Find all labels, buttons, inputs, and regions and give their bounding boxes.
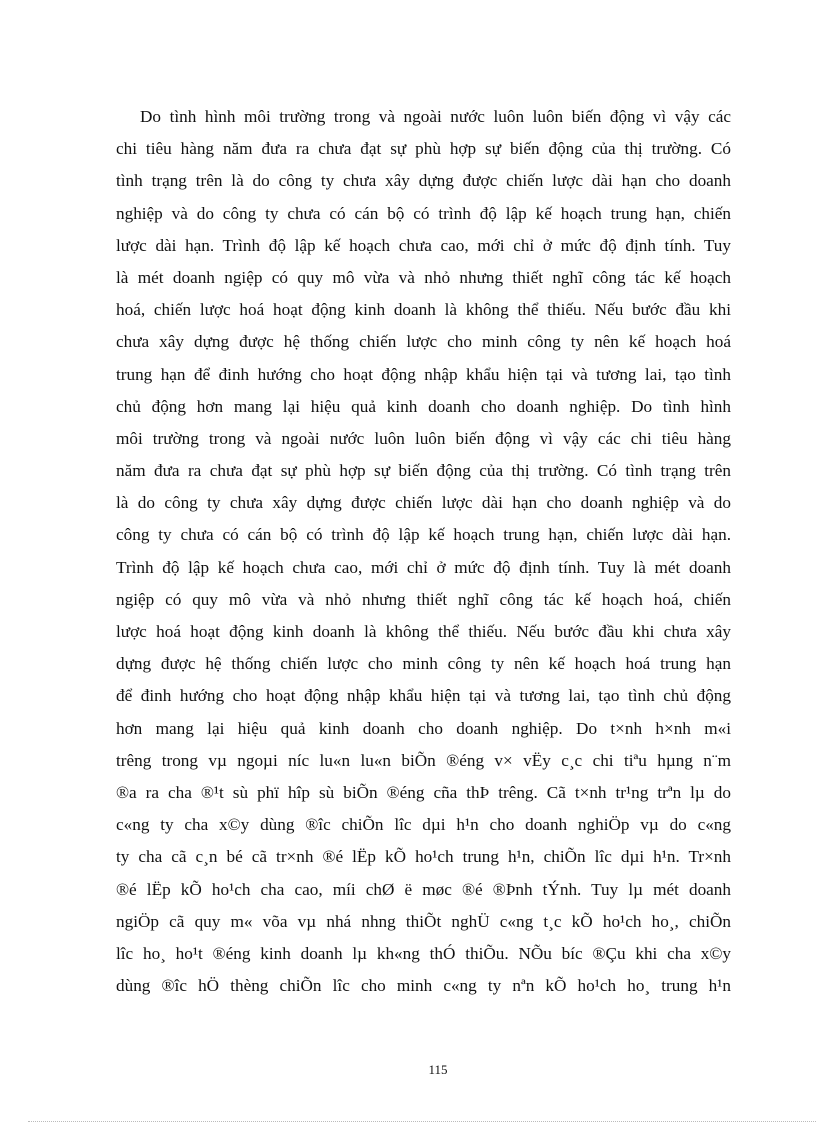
text-line: trung hạn để đinh hướng cho hoạt động nhập khẩu hiện tại và tương lai, tạo tình (116, 364, 731, 384)
text-line: lược hoá hoạt động kinh doanh là không thể thiếu. Nếu bước đầu khi chưa xây (116, 622, 731, 641)
body-paragraph (116, 101, 731, 1002)
text-line: công ty chưa có cán bộ có trình độ lập kế hoạch trung hạn, chiến lược dài hạn. (116, 525, 731, 545)
page-bottom-divider (28, 1121, 816, 1122)
text-line: ®é lËp kÕ ho¹ch cha cao, míi chØ ë møc ®é ®Þnh tÝnh. Tuy lµ mét doanh (116, 879, 731, 899)
text-line: chưa xây dựng được hệ thống chiến lược cho minh công ty nên kế hoạch hoá (116, 332, 731, 352)
text-line: ty cha cã c¸n bé cã tr×nh ®é lËp kÕ ho¹ch trung h¹n, chiÕn lîc dµi h¹n. Tr×nh (116, 847, 731, 867)
text-line: là mét doanh ngiệp có quy mô vừa và nhỏ nhưng thiết nghĩ công tác kế hoạch (116, 267, 731, 287)
text-line: dựng được hệ thống chiến lược cho minh công ty nên kế hoạch hoá trung hạn (116, 654, 731, 674)
text-line: chi tiêu hàng năm đưa ra chưa đạt sự phù hợp sự biến động của thị trường. Có (116, 139, 731, 159)
text-line: Trình độ lập kế hoạch chưa cao, mới chỉ ở mức độ định tính. Tuy là mét doanh (116, 557, 731, 577)
text-line: để đinh hướng cho hoạt động nhập khẩu hiện tại và tương lai, tạo tình chủ động (116, 686, 731, 706)
text-line: hơn mang lại hiệu quả kinh doanh cho doanh nghiệp. Do t×nh h×nh m«i (116, 718, 731, 738)
text-line: năm đưa ra chưa đạt sự phù hợp sự biến động của thị trường. Có tình trạng trên (116, 461, 731, 481)
text-line: dùng ®îc hÖ thèng chiÕn lîc cho minh c«ng ty nªn kÕ ho¹ch ho¸ trung h¹n (116, 976, 731, 996)
text-line: c«ng ty cha x©y dùng ®îc chiÕn lîc dµi h¹n cho doanh nghiÖp vµ do c«ng (116, 815, 731, 835)
text-line: ngiÖp cã quy m« võa vµ nhá nhng thiÕt nghÜ c«ng t¸c kÕ ho¹ch ho¸, chiÕn (116, 911, 731, 931)
text-line: ®a ra cha ®¹t sù phï hîp sù biÕn ®éng cña thÞ trêng. Cã t×nh tr¹ng trªn lµ do (116, 782, 731, 802)
text-line: lîc ho¸ ho¹t ®éng kinh doanh lµ kh«ng thÓ thiÕu. NÕu bíc ®Çu khi cha x©y (116, 943, 731, 963)
text-line: trêng trong vµ ngoµi níc lu«n lu«n biÕn ®éng v× vËy c¸c chi tiªu hµng n¨m (116, 750, 731, 770)
text-line: lược dài hạn. Trình độ lập kế hoạch chưa cao, mới chỉ ở mức độ định tính. Tuy (116, 235, 731, 255)
text-line: hoá, chiến lược hoá hoạt động kinh doanh là không thể thiếu. Nếu bước đầu khi (116, 300, 731, 320)
text-line: nghiệp và do công ty chưa có cán bộ có trình độ lập kế hoạch trung hạn, chiến (116, 203, 731, 223)
text-line: là do công ty chưa xây dựng được chiến lược dài hạn cho doanh nghiệp và do (116, 493, 731, 513)
text-line: môi trường trong và ngoài nước luôn luôn biến động vì vậy các chi tiêu hàng (116, 428, 731, 448)
text-line: Do tình hình môi trường trong và ngoài nước luôn luôn biến động vì vậy các (140, 107, 731, 126)
text-line: ngiệp có quy mô vừa và nhỏ nhưng thiết nghĩ công tác kế hoạch hoá, chiến (116, 589, 731, 609)
text-line: tình trạng trên là do công ty chưa xây dựng được chiến lược dài hạn cho doanh (116, 171, 731, 191)
text-line: chủ động hơn mang lại hiệu quả kinh doanh cho doanh nghiệp. Do tình hình (116, 396, 731, 416)
page-number: 115 (428, 1062, 448, 1077)
